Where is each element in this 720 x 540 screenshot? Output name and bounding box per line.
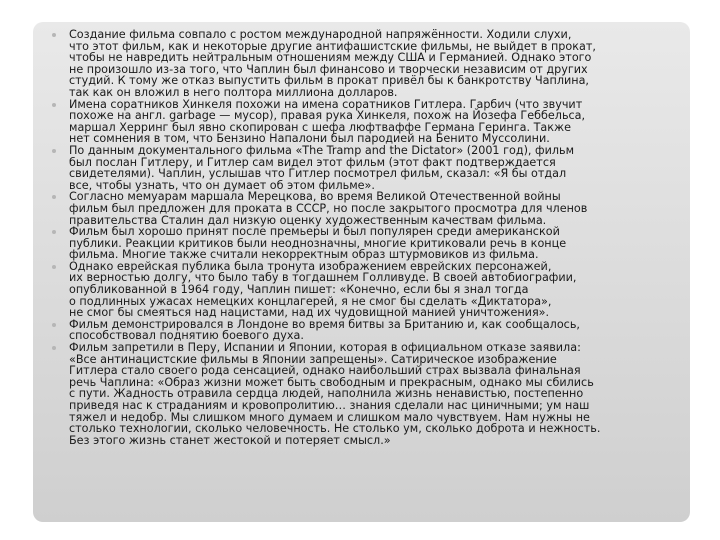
paragraph-line: с пути. Жадность отравила сердца людей, наполнила жизнь ненавистью, постепенно — [69, 387, 584, 401]
paragraph-line: Однако еврейская публика была тронута изображением еврейских персонажей, — [69, 259, 552, 273]
paragraph-line: фильма. Многие также считали некорректным образ штурмовиков из фильма. — [69, 248, 539, 262]
paragraph-line: так как он вложил в него полтора миллиона долларов. — [69, 85, 398, 99]
paragraph-line: способствовал поднятию боевого духа. — [69, 329, 304, 343]
paragraph-line: Фильм запретили в Перу, Испании и Японии, которая в официальном отказе заявила: — [69, 341, 581, 355]
paragraph-line: «Все антинацистские фильмы в Японии запрещены». Сатирическое изображение — [69, 352, 557, 366]
bullet-dot-icon — [52, 346, 56, 350]
paragraph-line: Фильм был хорошо принят после премьеры и был популярен среди американской — [69, 225, 560, 239]
bullet-item — [52, 319, 680, 342]
bullet-item — [52, 29, 680, 99]
paragraph-line: столько технологии, сколько человечность. Не столько ум, сколько доброта и нежность. — [69, 422, 601, 436]
paragraph-line: похоже на англ. garbage — мусор), правая рука Хинкеля, похож на Йозефа Геббельса, — [69, 109, 586, 123]
bullet-dot-icon — [52, 103, 56, 107]
paragraph-line: Создание фильма совпало с ростом международной напряжённости. Ходили слухи, — [69, 28, 572, 41]
paragraph-line: их верностью долгу, что было табу в тогдашнем Голливуде. В своей автобиографии, — [69, 271, 577, 285]
paragraph-line: приведя нас к страданиям и кровопролитию… знания сделали нас циничными; ум наш — [69, 399, 590, 412]
paragraph-line: Имена соратников Хинкеля похожи на имена соратников Гитлера. Гарбич (что звучит — [69, 97, 583, 111]
paragraph-line: не смог бы смеяться над нацистами, над их чудовищной манией уничтожения». — [69, 306, 550, 320]
bullet-dot-icon — [52, 149, 56, 153]
paragraph-line: публики. Реакции критиков были неоднозначны, многие критиковали речь в конце — [69, 236, 567, 250]
paragraph-line: маршал Херринг был явно скопирован с шефа люфтваффе Германа Геринга. Также — [69, 120, 571, 134]
bullet-item — [52, 145, 680, 191]
bullet-dot-icon — [52, 230, 56, 234]
paragraph-line: Без этого жизнь станет жестокой и потеряет смысл.» — [69, 433, 391, 447]
paragraph-line: фильм был предложен для проката в СССР, но после закрытого просмотра для членов — [69, 201, 588, 215]
paragraph-line: что этот фильм, как и некоторые другие антифашистские фильмы, не выйдет в прокат, — [69, 39, 596, 53]
paragraph-line: чтобы не навредить нейтральным отношениям между США и Германией. Однако этого — [69, 51, 592, 65]
paragraph-line: не произошло из-за того, что Чаплин был финансово и творчески независим от других — [69, 62, 588, 76]
bullet-dot-icon — [52, 195, 56, 199]
paragraph-line: студий. К тому же отказ выпустить фильм в прокат привёл бы к банкротству Чаплина, — [69, 74, 589, 88]
bullet-item — [52, 261, 680, 319]
paragraph-line: о подлинных ужасах немецких концлагерей, я не смог бы сделать «Диктатора», — [69, 294, 552, 308]
bullet-item — [52, 99, 680, 145]
paragraph-line: свидетелями). Чаплин, услышав что Гитлер посмотрел фильм, сказал: «Я бы отдал — [69, 167, 567, 181]
bullet-dot-icon — [52, 323, 56, 327]
paragraph-line: По данным документального фильма «The Tramp and the Dictator» (2001 год), фильм — [69, 143, 575, 157]
bullet-item — [52, 226, 680, 261]
paragraph-line: речь Чаплина: «Образ жизни может быть свободным и прекрасным, однако мы сбились — [69, 375, 594, 389]
paragraph-line: опубликованной в 1964 году, Чаплин пишет: «Конечно, если бы я знал тогда — [69, 283, 529, 297]
paragraph-line: был послан Гитлеру, и Гитлер сам видел этот фильм (этот факт подтверждается — [69, 155, 556, 169]
paragraph-line: Фильм демонстрировался в Лондоне во время битвы за Британию и, как сообщалось, — [69, 317, 580, 331]
bullet-dot-icon — [52, 33, 56, 37]
paragraph-line: тяжел и недобр. Мы слишком много думаем и слишком мало чувствуем. Нам нужны не — [69, 410, 590, 424]
paragraph-line: Согласно мемуарам маршала Мерецкова, во время Великой Отечественной войны — [69, 190, 561, 204]
bullet-dot-icon — [52, 265, 56, 269]
paragraph-line: правительства Сталин дал низкую оценку художественным качествам фильма. — [69, 213, 547, 227]
paragraph-line: все, чтобы узнать, что он думает об этом фильме». — [69, 178, 375, 192]
bullet-item — [52, 342, 680, 446]
paragraph-line: нет сомнения в том, что Бензино Напалони был пародией на Бенито Муссолини. — [69, 132, 550, 146]
bullet-item — [52, 191, 680, 226]
bullet-list — [52, 29, 680, 446]
paragraph-line: Гитлера стало своего рода сенсацией, однако наибольший страх вызвала финальная — [69, 364, 581, 378]
